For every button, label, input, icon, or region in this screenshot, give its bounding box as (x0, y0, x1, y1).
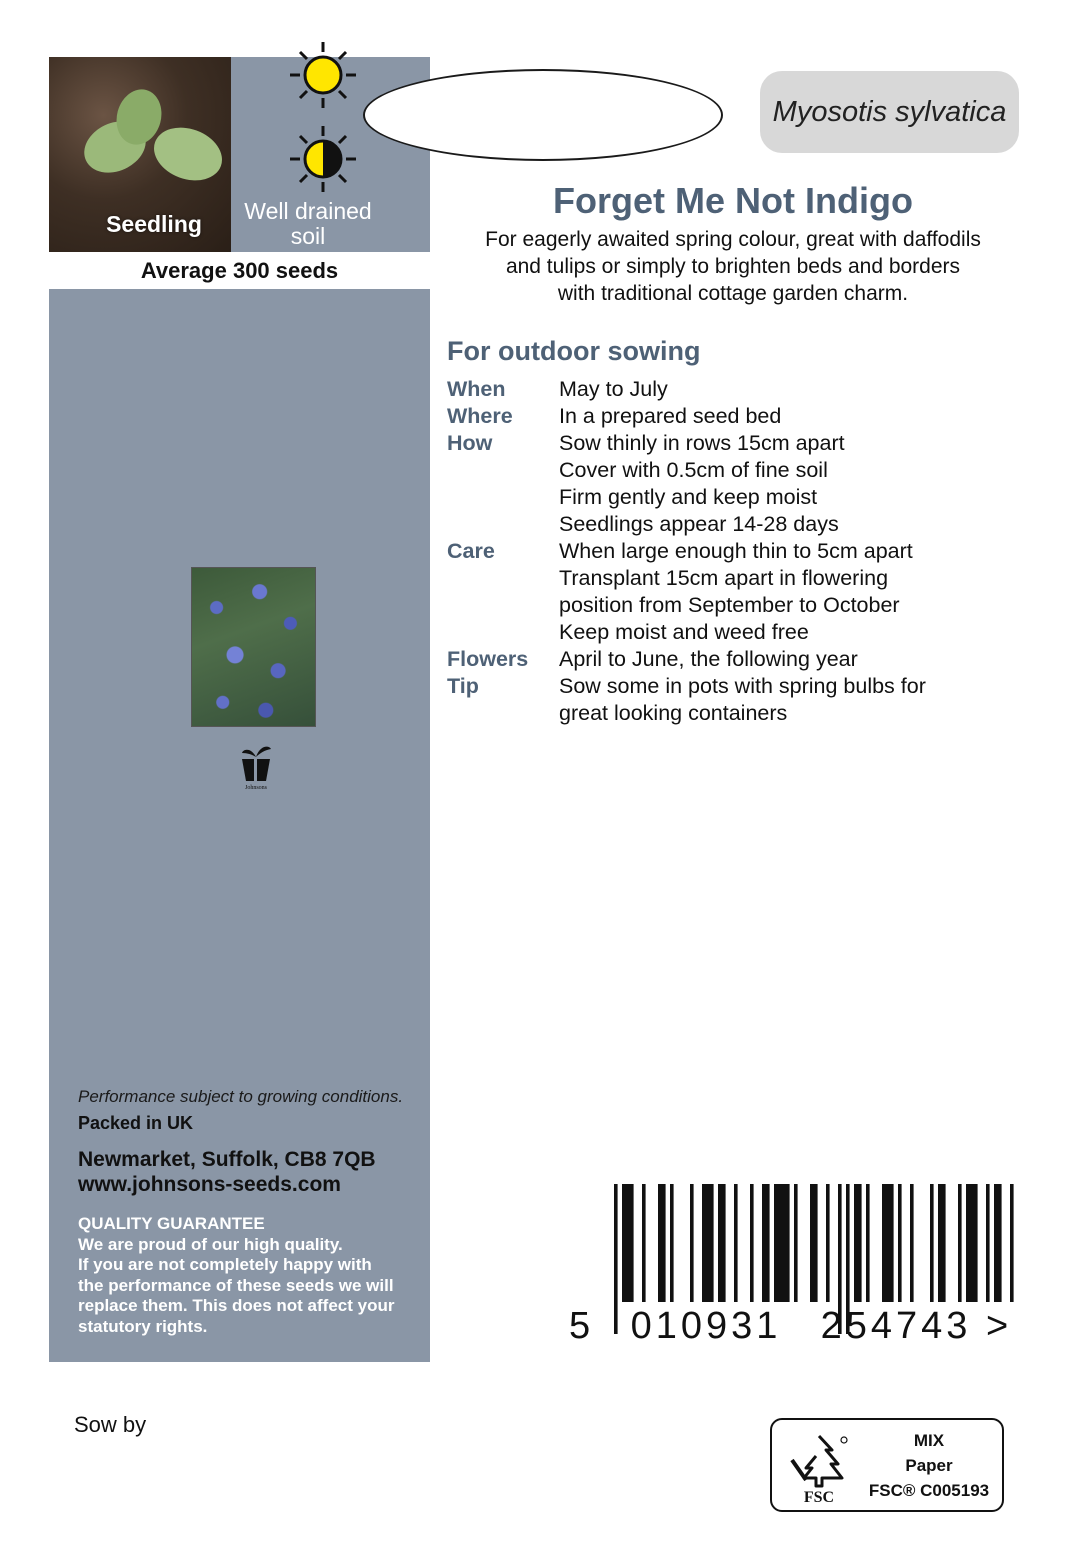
quality-guarantee (78, 1214, 428, 1337)
instruction-line: Sow thinly in rows 15cm apart (559, 431, 845, 455)
latin-name: Myosotis sylvatica (760, 71, 1019, 153)
barcode (566, 1184, 1016, 1344)
barcode-bar (958, 1184, 962, 1302)
instruction-value (559, 403, 781, 430)
fsc-tree-logo-icon (786, 1430, 852, 1506)
instruction-row-flowers (447, 646, 1047, 673)
barcode-bar (762, 1184, 770, 1302)
instruction-label: Care (447, 539, 495, 563)
instruction-line: position from September to October (559, 593, 900, 617)
instruction-line: great looking containers (559, 701, 788, 725)
logo-text: Johnsons (244, 785, 268, 791)
fsc-certification (770, 1418, 1004, 1512)
instruction-value (559, 376, 668, 403)
barcode-bar (938, 1184, 946, 1302)
instruction-line: Cover with 0.5cm of fine soil (559, 458, 828, 482)
instruction-label: Where (447, 404, 513, 428)
description-line: For eagerly awaited spring colour, great with daffodils (485, 228, 981, 251)
sowing-heading: For outdoor sowing (447, 336, 701, 366)
guarantee-title: QUALITY GUARANTEE (78, 1214, 265, 1233)
barcode-bar (1010, 1184, 1014, 1302)
instruction-value (559, 538, 913, 646)
instruction-line: When large enough thin to 5cm apart (559, 539, 913, 563)
barcode-bar (750, 1184, 754, 1302)
barcode-bar (642, 1184, 646, 1302)
instruction-label: Flowers (447, 647, 529, 671)
barcode-bar (854, 1184, 862, 1302)
barcode-bar (810, 1184, 818, 1302)
sow-by-label: Sow by (74, 1412, 147, 1437)
fsc-mix: MIX (913, 1431, 945, 1450)
barcode-bar (986, 1184, 990, 1302)
barcode-bar (670, 1184, 674, 1302)
instruction-line: In a prepared seed bed (559, 404, 782, 428)
guarantee-line: We are proud of our high quality. (78, 1234, 343, 1254)
full-sun-icon (288, 40, 358, 110)
flower-photo (191, 567, 316, 727)
packed-in: Packed in UK (78, 1113, 194, 1133)
fsc-text (856, 1428, 1002, 1503)
barcode-bar (910, 1184, 914, 1302)
performance-disclaimer: Performance subject to growing conditions. (78, 1087, 404, 1106)
barcode-bar (614, 1184, 618, 1334)
product-description (438, 226, 1028, 307)
left-info-panel (49, 57, 430, 1362)
instruction-row-how (447, 430, 1047, 538)
barcode-bar (718, 1184, 726, 1302)
soil-label-line: Well drained (244, 198, 372, 224)
fsc-license: FSC® C005193 (868, 1481, 990, 1500)
instruction-row-where (447, 403, 1047, 430)
company-address (78, 1147, 376, 1197)
guarantee-line: the performance of these seeds we will (78, 1275, 394, 1295)
soil-label (231, 199, 385, 249)
partial-shade-icon (288, 124, 358, 194)
guarantee-line: If you are not completely happy with (78, 1255, 372, 1274)
instruction-row-when (447, 376, 1047, 403)
instruction-line: Sow some in pots with spring bulbs for (559, 674, 926, 698)
barcode-bar (734, 1184, 738, 1302)
instruction-value (559, 646, 858, 673)
sowing-instructions (447, 376, 1047, 727)
seed-count: Average 300 seeds (49, 252, 430, 289)
barcode-bar (622, 1184, 634, 1302)
instruction-line: April to June, the following year (559, 647, 858, 671)
barcode-bar (702, 1184, 714, 1302)
barcode-bar (774, 1184, 790, 1302)
website-link[interactable]: www.johnsons-seeds.com (78, 1173, 341, 1196)
instruction-row-tip (447, 673, 1047, 727)
barcode-bar (882, 1184, 894, 1302)
instruction-line: May to July (559, 377, 668, 401)
seedling-label: Seedling (106, 211, 202, 237)
barcode-bar (930, 1184, 934, 1302)
barcode-bar (866, 1184, 870, 1302)
seedling-leaf (147, 119, 230, 190)
instruction-value (559, 430, 845, 538)
barcode-bar (794, 1184, 798, 1302)
barcode-first-digit: 5 (569, 1305, 591, 1344)
description-line: and tulips or simply to brighten beds and borders (505, 255, 961, 278)
product-title: Forget Me Not Indigo (553, 180, 913, 221)
instruction-value (559, 673, 926, 727)
instruction-line: Firm gently and keep moist (559, 485, 818, 509)
instruction-row-care (447, 538, 1047, 646)
instruction-line: Seedlings appear 14-28 days (559, 512, 839, 536)
instruction-label: Tip (447, 674, 479, 698)
description-line: with traditional cottage garden charm. (557, 282, 909, 305)
instruction-line: Transplant 15cm apart in flowering (559, 566, 889, 590)
barcode-group-right: 254743 (820, 1305, 972, 1344)
address-line: Newmarket, Suffolk, CB8 7QB (78, 1148, 376, 1171)
guarantee-line: replace them. This does not affect your (78, 1296, 395, 1315)
barcode-bar (994, 1184, 1002, 1302)
blank-write-in-box (363, 69, 723, 161)
barcode-group-left: 010931 (630, 1305, 782, 1344)
fsc-paper: Paper (905, 1456, 953, 1475)
soil-label-line: soil (290, 223, 326, 249)
barcode-bar (898, 1184, 902, 1302)
instruction-label: How (447, 431, 493, 455)
barcode-bar (826, 1184, 830, 1302)
instruction-label: When (447, 377, 506, 401)
fsc-logo-text: FSC (803, 1489, 835, 1506)
barcode-bar (966, 1184, 978, 1302)
johnsons-pot-logo-icon (239, 743, 273, 791)
instruction-line: Keep moist and weed free (559, 620, 809, 644)
barcode-bar (658, 1184, 666, 1302)
barcode-bar (690, 1184, 694, 1302)
guarantee-line: statutory rights. (78, 1316, 208, 1336)
barcode-end-mark: > (986, 1305, 1009, 1344)
